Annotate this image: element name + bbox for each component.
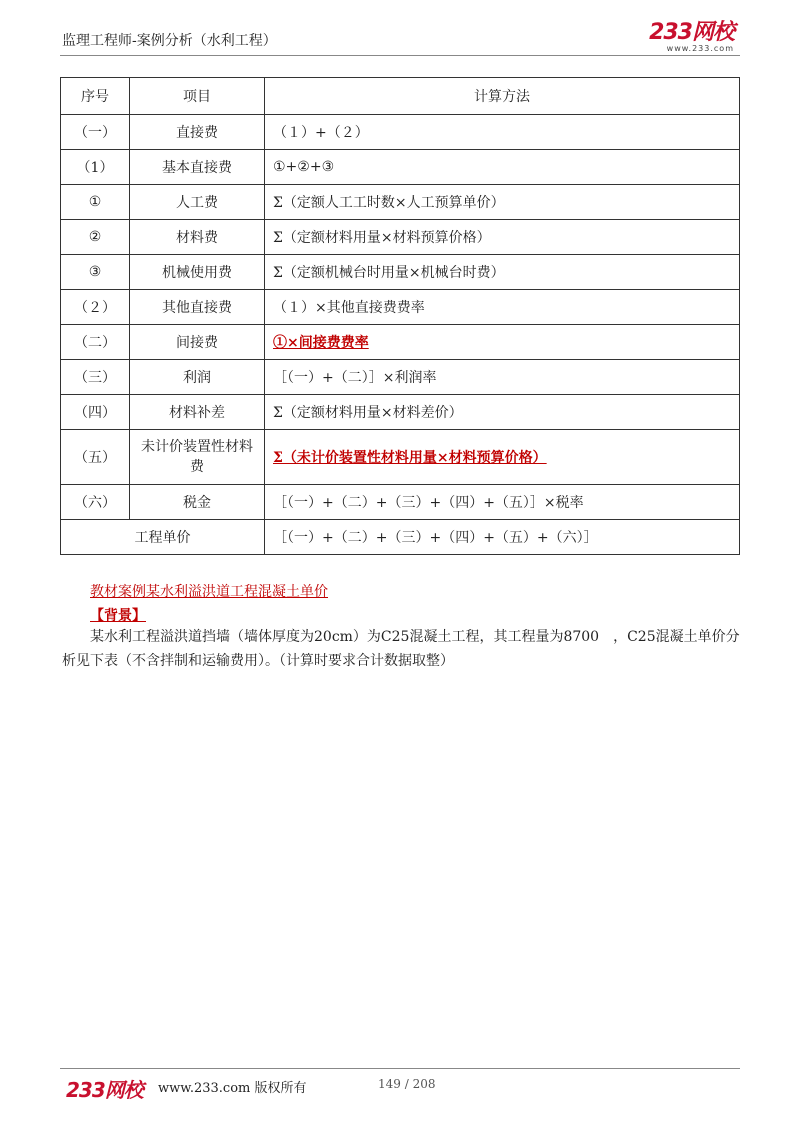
logo-url: www.233.com [666, 44, 734, 53]
row-no: （五） [61, 430, 130, 485]
page-number: 149 / 208 [378, 1077, 436, 1091]
table-row [61, 360, 740, 395]
column-header-no: 序号 [61, 78, 130, 115]
case-section-title: 教材案例某水利溢洪道工程混凝土单价 [90, 584, 328, 600]
row-method: （１）+（２） [265, 115, 740, 150]
column-header-item: 项目 [130, 78, 265, 115]
row-no: （二） [61, 325, 130, 360]
row-no: （四） [61, 395, 130, 430]
row-method: Σ（定额材料用量×材料预算价格） [265, 220, 740, 255]
row-method: （１）×其他直接费费率 [265, 290, 740, 325]
table-row [61, 290, 740, 325]
total-method: ［（一）+（二）+（三）+（四）+（五）+（六）］ [265, 520, 740, 555]
row-no: （1） [61, 150, 130, 185]
brand-logo[interactable] [649, 22, 734, 53]
footer-copyright: www.233.com 版权所有 [158, 1081, 307, 1096]
background-paragraph: 某水利工程溢洪道挡墙（墙体厚度为20cm）为C25混凝土工程，其工程量为8700 ，C25混凝土单价分析见下表（不含拌制和运输费用）。（计算时要求合计数据取整） [62, 629, 740, 669]
table-row [61, 325, 740, 360]
table-row [61, 430, 740, 485]
row-no: （三） [61, 360, 130, 395]
row-item: 其他直接费 [130, 290, 265, 325]
row-no: ③ [61, 255, 130, 290]
header-title: 监理工程师-案例分析（水利工程） [62, 33, 277, 49]
row-item: 未计价装置性材料费 [141, 439, 253, 475]
table-header-row [61, 78, 740, 115]
row-item: 利润 [130, 360, 265, 395]
row-no: （一） [61, 115, 130, 150]
total-item: 工程单价 [61, 520, 265, 555]
table-row [61, 485, 740, 520]
table-row [61, 115, 740, 150]
row-item: 间接费 [130, 325, 265, 360]
table-row [61, 220, 740, 255]
header-divider [60, 55, 740, 56]
row-item: 材料费 [130, 220, 265, 255]
row-method-highlighted: ①×间接费费率 [273, 335, 369, 351]
table-row [61, 185, 740, 220]
table-row [61, 150, 740, 185]
row-item: 材料补差 [130, 395, 265, 430]
row-item: 人工费 [130, 185, 265, 220]
row-method: Σ（定额人工工时数×人工预算单价） [265, 185, 740, 220]
row-no: ① [61, 185, 130, 220]
row-no: ② [61, 220, 130, 255]
row-item: 机械使用费 [130, 255, 265, 290]
row-method: ［（一）+（二）+（三）+（四）+（五）］×税率 [265, 485, 740, 520]
row-method: ①+②+③ [265, 150, 740, 185]
row-method-highlighted: Σ（未计价装置性材料用量×材料预算价格） [273, 450, 547, 466]
row-method: Σ（定额材料用量×材料差价） [265, 395, 740, 430]
row-method: ［（一）+（二）］×利润率 [265, 360, 740, 395]
row-method: Σ（定额机械台时用量×机械台时费） [265, 255, 740, 290]
table-total-row [61, 520, 740, 555]
row-no: （２） [61, 290, 130, 325]
row-item: 基本直接费 [130, 150, 265, 185]
footer-divider [60, 1068, 740, 1069]
column-header-method: 计算方法 [265, 78, 740, 115]
row-item: 直接费 [130, 115, 265, 150]
row-no: （六） [61, 485, 130, 520]
footer-logo[interactable]: 233网校 [66, 1078, 143, 1102]
background-label: 【背景】 [90, 608, 146, 624]
row-item: 税金 [130, 485, 265, 520]
logo-text: 233网校 [649, 20, 734, 45]
unit-price-calculation-table [60, 77, 740, 555]
table-row [61, 395, 740, 430]
table-row [61, 255, 740, 290]
